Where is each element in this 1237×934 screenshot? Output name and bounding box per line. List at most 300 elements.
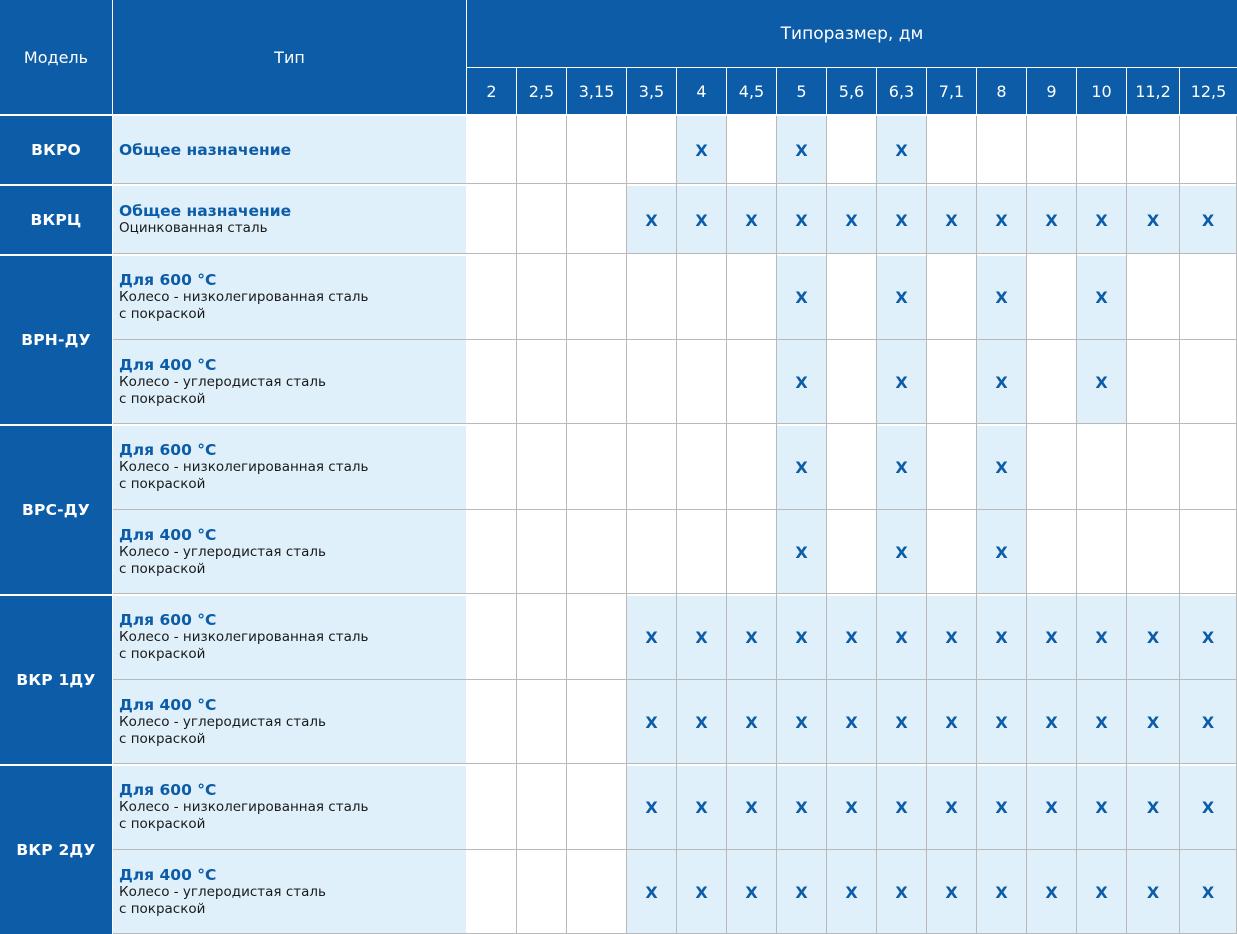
availability-mark: X [1095, 628, 1108, 647]
empty-size-cell [727, 116, 776, 184]
model-name-cell [0, 116, 112, 184]
size-header-cell [677, 68, 726, 114]
type-description-extra: с покраской [119, 390, 206, 407]
availability-mark-cell [977, 850, 1026, 934]
availability-mark-cell [827, 680, 876, 764]
empty-size-cell [467, 186, 516, 254]
availability-mark-cell [927, 850, 976, 934]
model-column-header [0, 0, 112, 114]
type-description-extra: с покраской [119, 730, 206, 747]
empty-size-cell [1027, 256, 1076, 339]
model-name-cell [0, 596, 112, 764]
type-description-extra: с покраской [119, 306, 206, 322]
availability-mark: X [795, 140, 808, 160]
size-header-cell [1027, 68, 1076, 114]
availability-mark: X [1045, 210, 1058, 230]
availability-mark-cell [677, 116, 726, 184]
availability-mark-cell [1027, 680, 1076, 764]
availability-mark-cell [877, 256, 926, 339]
model-name: ВКРО [31, 141, 81, 159]
size-header-cell [727, 68, 776, 114]
availability-mark-cell [1180, 850, 1236, 934]
availability-mark-cell [827, 850, 876, 934]
availability-mark-cell [777, 850, 826, 934]
availability-mark: X [995, 458, 1008, 477]
availability-mark: X [695, 712, 708, 732]
availability-mark-cell [727, 680, 776, 764]
size-header-label: 2 [486, 81, 497, 101]
availability-mark-cell [977, 510, 1026, 594]
empty-size-cell [567, 186, 626, 254]
empty-size-cell [517, 766, 566, 849]
availability-mark: X [1045, 882, 1058, 902]
availability-mark-cell [677, 766, 726, 849]
size-header-cell [517, 68, 566, 114]
availability-mark: X [1045, 798, 1058, 817]
availability-mark-cell [677, 680, 726, 764]
empty-size-cell [1027, 426, 1076, 509]
empty-size-cell [1180, 340, 1236, 424]
size-header-cell [777, 68, 826, 114]
empty-size-cell [1127, 256, 1179, 339]
availability-mark: X [1146, 628, 1160, 647]
empty-size-cell [517, 850, 566, 934]
availability-mark-cell [1127, 680, 1179, 764]
availability-mark: X [695, 798, 708, 817]
availability-mark: X [995, 798, 1008, 817]
availability-mark-cell [1027, 186, 1076, 254]
empty-size-cell [727, 256, 776, 339]
type-description-extra: с покраской [119, 900, 206, 917]
type-description: Колесо - углеродистая сталь [119, 713, 326, 730]
type-title: Для 600 °C [119, 611, 217, 629]
availability-mark-cell [1077, 596, 1126, 679]
availability-mark-cell [1180, 766, 1236, 849]
empty-size-cell [517, 426, 566, 509]
availability-mark-cell [827, 766, 876, 849]
availability-mark: X [795, 372, 808, 392]
availability-mark: X [1095, 288, 1108, 307]
empty-size-cell [977, 116, 1026, 184]
empty-size-cell [827, 256, 876, 339]
empty-size-cell [517, 596, 566, 679]
size-header-label: 2,5 [528, 81, 555, 101]
availability-mark: X [995, 882, 1008, 902]
availability-mark-cell [927, 680, 976, 764]
type-description: Колесо - низколегированная сталь [119, 799, 369, 815]
availability-mark: X [895, 372, 908, 392]
availability-mark: X [895, 210, 908, 230]
empty-size-cell [1077, 116, 1126, 184]
availability-mark: X [745, 210, 758, 230]
empty-size-cell [517, 256, 566, 339]
availability-mark-cell [1077, 680, 1126, 764]
availability-mark-cell [977, 680, 1026, 764]
availability-mark-cell [627, 680, 676, 764]
empty-size-cell [467, 256, 516, 339]
size-header-label: 7,1 [938, 81, 965, 101]
availability-mark: X [745, 628, 758, 647]
availability-mark: X [1146, 712, 1160, 732]
model-name-cell [0, 256, 112, 424]
availability-mark: X [845, 882, 858, 902]
empty-size-cell [567, 510, 626, 594]
availability-mark: X [795, 288, 808, 307]
size-header-cell [567, 68, 626, 114]
type-cell [113, 426, 466, 509]
type-title: Для 400 °C [119, 695, 217, 714]
type-title: Для 400 °C [119, 525, 217, 544]
size-header-label: 8 [996, 81, 1007, 101]
availability-mark-cell [627, 766, 676, 849]
size-header-label: 5,6 [838, 81, 865, 101]
availability-mark-cell [927, 596, 976, 679]
availability-mark: X [845, 712, 858, 732]
availability-mark-cell [777, 340, 826, 424]
type-description-extra: с покраской [119, 816, 206, 832]
empty-size-cell [627, 256, 676, 339]
size-header-label: 5 [796, 81, 807, 101]
type-description: Оцинкованная сталь [119, 220, 268, 236]
type-cell [113, 186, 466, 254]
availability-mark-cell [877, 680, 926, 764]
availability-mark-cell [777, 596, 826, 679]
empty-size-cell [827, 116, 876, 184]
empty-size-cell [727, 510, 776, 594]
empty-size-cell [1127, 510, 1179, 594]
type-description-extra: с покраской [119, 560, 206, 577]
availability-mark-cell [777, 186, 826, 254]
availability-mark: X [745, 712, 758, 732]
availability-mark-cell [1077, 186, 1126, 254]
type-description: Колесо - углеродистая сталь [119, 373, 326, 390]
empty-size-cell [467, 340, 516, 424]
availability-mark-cell [677, 850, 726, 934]
availability-mark-cell [977, 596, 1026, 679]
availability-mark: X [695, 210, 708, 230]
availability-mark: X [895, 542, 908, 562]
empty-size-cell [677, 340, 726, 424]
availability-mark-cell [777, 256, 826, 339]
availability-mark: X [945, 882, 958, 902]
empty-size-cell [677, 426, 726, 509]
empty-size-cell [1127, 340, 1179, 424]
size-header-cell [877, 68, 926, 114]
size-group-label: Типоразмер, дм [780, 23, 924, 44]
size-header-label: 3,5 [638, 81, 665, 101]
type-description: Колесо - низколегированная сталь [119, 459, 369, 475]
size-group-header [467, 0, 1237, 67]
empty-size-cell [467, 766, 516, 849]
type-title: Общее назначение [119, 140, 292, 159]
empty-size-cell [1027, 116, 1076, 184]
availability-mark: X [745, 882, 758, 902]
availability-mark-cell [877, 850, 926, 934]
availability-mark-cell [1127, 766, 1179, 849]
availability-mark: X [745, 798, 758, 817]
availability-mark: X [1095, 712, 1108, 732]
empty-size-cell [567, 116, 626, 184]
empty-size-cell [567, 680, 626, 764]
empty-size-cell [1077, 426, 1126, 509]
empty-size-cell [927, 256, 976, 339]
availability-mark-cell [827, 596, 876, 679]
empty-size-cell [1077, 510, 1126, 594]
availability-mark-cell [977, 340, 1026, 424]
availability-mark-cell [877, 186, 926, 254]
empty-size-cell [1180, 256, 1236, 339]
type-title: Для 400 °C [119, 865, 217, 884]
empty-size-cell [927, 426, 976, 509]
availability-mark-cell [877, 426, 926, 509]
empty-size-cell [927, 510, 976, 594]
type-description-extra: с покраской [119, 476, 206, 492]
type-description: Колесо - низколегированная сталь [119, 629, 369, 645]
empty-size-cell [727, 426, 776, 509]
size-header-label: 4 [696, 81, 707, 101]
type-cell [113, 680, 466, 764]
availability-mark-cell [727, 596, 776, 679]
availability-mark-cell [977, 256, 1026, 339]
empty-size-cell [727, 340, 776, 424]
availability-mark: X [895, 288, 908, 307]
availability-mark-cell [777, 766, 826, 849]
availability-mark: X [995, 628, 1008, 647]
size-header-cell [627, 68, 676, 114]
size-header-label: 3,15 [578, 81, 615, 101]
availability-mark: X [695, 140, 708, 160]
availability-mark: X [645, 628, 658, 647]
availability-mark-cell [1077, 340, 1126, 424]
availability-mark-cell [1180, 186, 1236, 254]
availability-mark-cell [677, 186, 726, 254]
availability-mark: X [995, 372, 1008, 392]
availability-mark-cell [727, 186, 776, 254]
empty-size-cell [627, 340, 676, 424]
model-name-cell [0, 186, 112, 254]
availability-mark: X [1146, 882, 1160, 902]
size-header-cell [467, 68, 516, 114]
type-title: Для 400 °C [119, 355, 217, 374]
availability-mark-cell [877, 340, 926, 424]
size-header-cell [827, 68, 876, 114]
availability-mark-cell [827, 186, 876, 254]
availability-mark-cell [627, 850, 676, 934]
availability-mark-cell [877, 766, 926, 849]
type-title: Для 600 °C [119, 441, 217, 459]
availability-mark: X [895, 798, 908, 817]
type-cell [113, 256, 466, 339]
empty-size-cell [1127, 116, 1179, 184]
empty-size-cell [517, 680, 566, 764]
availability-mark-cell [627, 186, 676, 254]
availability-mark: X [645, 712, 658, 732]
availability-mark: X [895, 140, 908, 160]
empty-size-cell [827, 426, 876, 509]
model-header-label: Модель [23, 47, 89, 67]
model-name: ВРН-ДУ [21, 331, 91, 349]
model-name: ВРС-ДУ [22, 501, 90, 519]
availability-mark-cell [1077, 766, 1126, 849]
empty-size-cell [677, 510, 726, 594]
size-header-cell [977, 68, 1026, 114]
empty-size-cell [627, 426, 676, 509]
availability-mark-cell [1027, 850, 1076, 934]
availability-mark: X [845, 798, 858, 817]
empty-size-cell [1180, 426, 1236, 509]
empty-size-cell [827, 340, 876, 424]
availability-mark: X [1201, 798, 1215, 817]
availability-mark: X [1095, 882, 1108, 902]
type-title: Общее назначение [119, 202, 292, 220]
size-header-cell [1180, 68, 1237, 114]
availability-mark-cell [1027, 596, 1076, 679]
empty-size-cell [677, 256, 726, 339]
empty-size-cell [567, 256, 626, 339]
type-cell [113, 850, 466, 934]
availability-mark-cell [777, 510, 826, 594]
availability-mark: X [795, 798, 808, 817]
empty-size-cell [467, 680, 516, 764]
availability-mark: X [695, 882, 708, 902]
availability-mark: X [645, 882, 658, 902]
empty-size-cell [1127, 426, 1179, 509]
availability-mark: X [945, 628, 958, 647]
empty-size-cell [567, 340, 626, 424]
availability-mark: X [945, 798, 958, 817]
availability-mark: X [895, 882, 908, 902]
availability-mark: X [845, 628, 858, 647]
availability-mark-cell [1077, 256, 1126, 339]
availability-mark-cell [1077, 850, 1126, 934]
availability-mark-cell [877, 510, 926, 594]
availability-mark: X [1201, 210, 1215, 230]
empty-size-cell [827, 510, 876, 594]
availability-mark-cell [1180, 596, 1236, 679]
type-title: Для 600 °C [119, 271, 217, 289]
size-header-label: 11,2 [1135, 81, 1171, 101]
availability-mark: X [995, 288, 1008, 307]
availability-mark-cell [977, 766, 1026, 849]
size-header-label: 12,5 [1190, 81, 1227, 101]
size-header-label: 9 [1046, 81, 1057, 101]
empty-size-cell [517, 340, 566, 424]
availability-mark-cell [777, 680, 826, 764]
empty-size-cell [567, 596, 626, 679]
type-description-extra: с покраской [119, 646, 206, 662]
empty-size-cell [517, 186, 566, 254]
size-header-label: 4,5 [738, 81, 765, 101]
availability-mark: X [795, 458, 808, 477]
empty-size-cell [517, 116, 566, 184]
size-header-label: 6,3 [888, 81, 915, 101]
model-name: ВКРЦ [30, 211, 82, 229]
empty-size-cell [467, 116, 516, 184]
availability-mark-cell [777, 426, 826, 509]
availability-mark: X [1201, 628, 1215, 647]
availability-mark: X [1045, 712, 1058, 732]
empty-size-cell [467, 596, 516, 679]
empty-size-cell [627, 116, 676, 184]
availability-mark: X [1201, 712, 1215, 732]
availability-mark: X [795, 628, 808, 647]
type-cell [113, 510, 466, 594]
empty-size-cell [467, 510, 516, 594]
availability-mark: X [895, 712, 908, 732]
availability-mark-cell [927, 766, 976, 849]
type-description: Колесо - углеродистая сталь [119, 543, 326, 560]
availability-mark-cell [927, 186, 976, 254]
availability-mark: X [945, 712, 958, 732]
model-name-cell [0, 766, 112, 934]
availability-mark: X [1146, 798, 1160, 817]
availability-mark-cell [877, 596, 926, 679]
availability-mark-cell [977, 426, 1026, 509]
empty-size-cell [467, 426, 516, 509]
type-cell [113, 596, 466, 679]
model-name-cell [0, 426, 112, 594]
size-header-cell [1077, 68, 1126, 114]
availability-mark-cell [877, 116, 926, 184]
availability-mark-cell [1027, 766, 1076, 849]
empty-size-cell [927, 116, 976, 184]
type-title: Для 600 °C [119, 781, 217, 799]
availability-mark: X [645, 210, 658, 230]
availability-mark: X [845, 210, 858, 230]
empty-size-cell [1180, 510, 1236, 594]
availability-mark: X [795, 542, 808, 562]
availability-mark-cell [1180, 680, 1236, 764]
empty-size-cell [1027, 510, 1076, 594]
availability-mark-cell [1127, 186, 1179, 254]
availability-mark: X [795, 882, 808, 902]
empty-size-cell [567, 766, 626, 849]
availability-mark-cell [627, 596, 676, 679]
type-description: Колесо - углеродистая сталь [119, 883, 326, 900]
availability-mark: X [995, 712, 1008, 732]
availability-mark: X [945, 210, 958, 230]
availability-mark: X [795, 210, 808, 230]
empty-size-cell [567, 850, 626, 934]
empty-size-cell [467, 850, 516, 934]
empty-size-cell [1027, 340, 1076, 424]
model-name: ВКР 1ДУ [16, 671, 96, 689]
empty-size-cell [927, 340, 976, 424]
availability-mark-cell [977, 186, 1026, 254]
empty-size-cell [1180, 116, 1236, 184]
availability-mark: X [1095, 210, 1108, 230]
availability-mark: X [895, 458, 908, 477]
empty-size-cell [627, 510, 676, 594]
availability-mark-cell [1127, 596, 1179, 679]
availability-mark: X [995, 542, 1008, 562]
type-cell [113, 116, 466, 184]
availability-mark: X [695, 628, 708, 647]
empty-size-cell [567, 426, 626, 509]
empty-size-cell [517, 510, 566, 594]
type-column-header [113, 0, 466, 114]
availability-mark: X [1095, 372, 1108, 392]
model-name: ВКР 2ДУ [16, 841, 96, 859]
type-cell [113, 766, 466, 849]
size-header-cell [1127, 68, 1179, 114]
availability-mark: X [1095, 798, 1108, 817]
availability-mark: X [1146, 210, 1160, 230]
type-cell [113, 340, 466, 424]
type-description: Колесо - низколегированная сталь [119, 289, 369, 305]
availability-mark-cell [1127, 850, 1179, 934]
availability-mark: X [995, 210, 1008, 230]
